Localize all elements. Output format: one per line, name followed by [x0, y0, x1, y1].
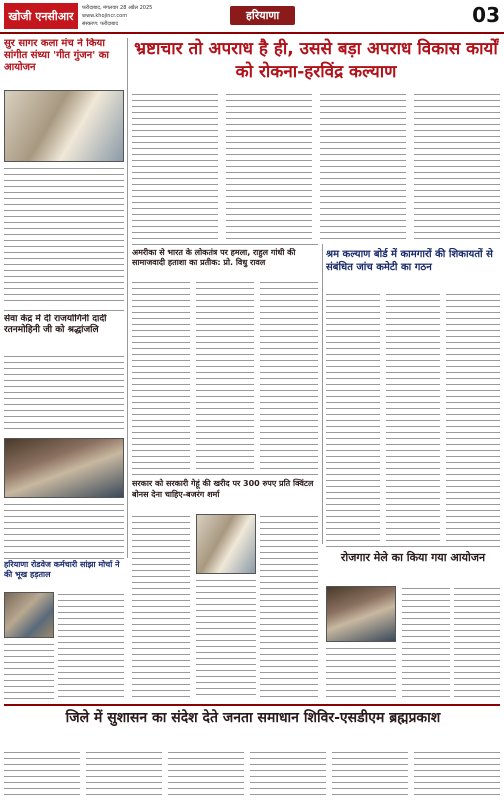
article-vidhu-rawal — [132, 280, 318, 470]
column-divider — [322, 244, 323, 544]
article-photo — [4, 90, 124, 162]
lead-headline: भ्रष्टाचार तो अपराध है ही, उससे बड़ा अपराध विकास कार्यों को रोकना-हरविंद्र कल्याण — [134, 39, 498, 82]
section-divider — [4, 558, 124, 559]
page-number: 03 — [472, 3, 500, 27]
article-headline: श्रम कल्याण बोर्ड में कामगारों की शिकायतों से संबंधित जांच कमेटी का गठन — [326, 249, 493, 273]
article-wheat-bonus — [132, 514, 318, 700]
lead-article-body — [132, 92, 500, 242]
column-divider — [127, 38, 128, 558]
section-divider — [132, 474, 318, 475]
masthead-edition: संस्करण: फरीदाबाद — [82, 21, 119, 27]
section-divider — [4, 704, 500, 706]
article-body — [4, 354, 124, 434]
article-headline: हरियाणा रोडवेज कर्मचारी सांझा मोर्चा ने की भूख हड़ताल — [4, 560, 120, 579]
article-headline: सरकार को सरकारी गेहूं की खरीद पर 300 रुपए प्रति क्विंटल बोनस देना चाहिए-बजरंग शर्मा — [132, 479, 314, 499]
masthead-date: फरीदाबाद, मंगलवार 28 अप्रैल 2025 — [82, 5, 153, 11]
article-photo — [4, 438, 124, 498]
section-divider — [4, 310, 124, 311]
newspaper-logo: खोजी एनसीआर — [4, 3, 78, 29]
article-shram-board — [326, 292, 500, 542]
article-susashan — [4, 750, 500, 798]
masthead-website: www.khojincr.com — [82, 13, 128, 19]
section-divider — [132, 244, 318, 245]
article-roadways — [4, 560, 124, 700]
article-photo — [196, 514, 256, 574]
article-photo — [4, 592, 54, 638]
article-body — [4, 642, 54, 700]
article-body — [58, 592, 124, 700]
article-headline: अमरीका से भारत के लोकतंत्र पर हमला, राहुल गांधी की सामाजवादी हताशा का प्रतीक: प्रो. विधु रावल — [132, 248, 296, 267]
article-shraddhanjali — [4, 314, 124, 554]
article-gunjan — [4, 38, 124, 308]
masthead — [0, 0, 504, 34]
article-body — [4, 502, 124, 554]
article-photo — [326, 586, 396, 642]
article-headline: सुर सागर कला मंच ने किया सांगीत संध्या 'गीत गुंजन' का आयोजन — [4, 38, 110, 73]
masthead-meta — [82, 4, 172, 28]
article-headline: सेवा केंद्र में दी राजयोगिनी दादी रतनमोहिनी जी को श्रद्धांजलि — [4, 314, 107, 335]
article-headline: रोजगार मेले का किया गया आयोजन — [340, 551, 486, 564]
article-rozgar-mela — [326, 586, 500, 700]
section-divider — [326, 546, 500, 547]
section-title: हरियाणा — [230, 6, 295, 25]
article-body — [4, 166, 124, 306]
bottom-lead-headline: जिले में सुशासन का संदेश देते जनता समाधान शिविर-एसडीएम ब्रह्मप्रकाश — [65, 710, 441, 726]
